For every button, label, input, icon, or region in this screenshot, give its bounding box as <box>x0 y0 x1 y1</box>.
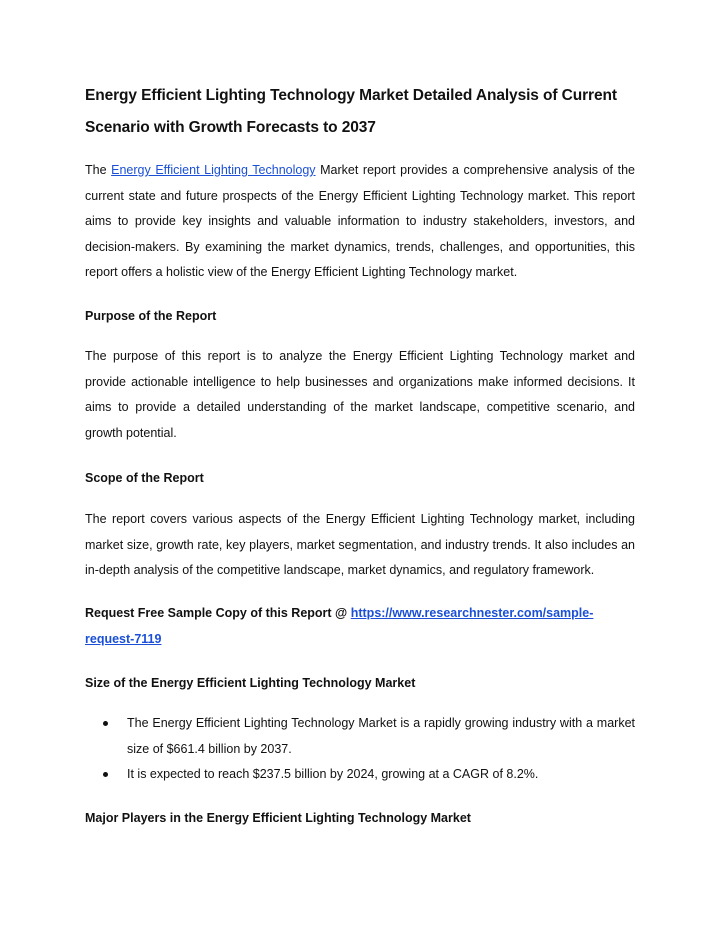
players-heading: Major Players in the Energy Efficient Lighting Technology Market <box>85 811 471 825</box>
intro-prefix: The <box>85 163 112 177</box>
purpose-paragraph: The purpose of this report is to analyze the Energy Efficient Lighting Technology market and provide actionable intelligence to help businesses and organizations make informed decisions. It aims to provide a detailed understanding of the market landscape, competitive scenario, and growth potential. <box>85 349 635 440</box>
intro-suffix: Market report provides a comprehensive analysis of the current state and future prospects of the Energy Efficient Lighting Technology market. This report aims to provide key insights and valuable information to industry stakeholders, investors, and decision-makers. By examining the market dynamics, trends, challenges, and opportunities, this report offers a holistic view of the Energy Efficient Lighting Technology market. <box>85 163 635 279</box>
document-title: Energy Efficient Lighting Technology Market Detailed Analysis of Current Scenario with Growth Forecasts to 2037 <box>85 87 617 136</box>
list-item <box>85 762 635 788</box>
market-link[interactable]: Energy Efficient Lighting Technology <box>111 163 316 177</box>
sample-request-link[interactable]: https://www.researchnester.com/sample-request-7119 <box>85 606 594 646</box>
size-bullet-list <box>85 711 635 788</box>
intro-paragraph <box>85 158 635 286</box>
purpose-heading: Purpose of the Report <box>85 309 217 323</box>
scope-paragraph: The report covers various aspects of the Energy Efficient Lighting Technology market, including market size, growth rate, key players, market segmentation, and industry trends. It also includes an in-depth analysis of the competitive landscape, market dynamics, and regulatory framework. <box>85 512 635 577</box>
bullet-icon <box>103 721 108 726</box>
bullet-text: It is expected to reach $237.5 billion by 2024, growing at a CAGR of 8.2%. <box>127 767 539 781</box>
bullet-text: The Energy Efficient Lighting Technology Market is a rapidly growing industry with a market size of $661.4 billion by 2037. <box>127 716 635 756</box>
bullet-icon <box>103 772 108 777</box>
scope-heading: Scope of the Report <box>85 471 204 485</box>
sample-request-line <box>85 601 635 652</box>
sample-request-label: Request Free Sample Copy of this Report @ <box>85 606 351 620</box>
size-heading: Size of the Energy Efficient Lighting Technology Market <box>85 676 416 690</box>
list-item <box>85 711 635 762</box>
